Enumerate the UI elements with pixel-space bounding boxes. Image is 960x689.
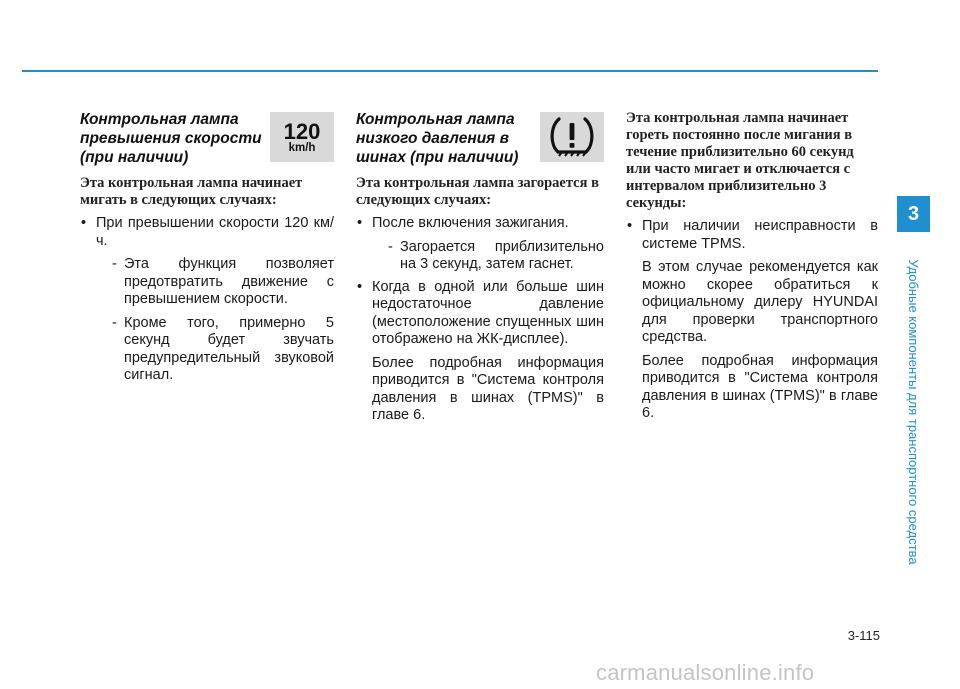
chapter-tab: 3 [897, 196, 930, 232]
watermark: carmanualsonline.info [596, 660, 815, 685]
list-item [356, 215, 604, 274]
sub-item: - Загорается приблизительно на 3 секунд, затем гаснет. [372, 239, 604, 274]
sub-item: - Кроме того, примерно 5 секунд будет звучать предупредительный звуковой сигнал. [96, 315, 334, 385]
tpms-malfunction-section [626, 110, 878, 423]
section-intro: Эта контрольная лампа начинает гореть постоянно после мигания в течение приблизительно 60 секунд или часто мигает и отключается с интервалом приблизительно 3 секунды: [626, 110, 854, 211]
list-item [626, 218, 878, 253]
sub-item: - Эта функция позволяет предотвратить движение с превышением скорости. [96, 256, 334, 309]
list-item-text: Когда в одной или больше шин недостаточное давление (местоположение спущенных шин отображено на ЖК-дисплее). [372, 278, 604, 347]
reference-paragraph: Более подробная информация приводится в "Система контроля давления в шинах (TPMS)" в главе 6. [642, 352, 878, 421]
speed-warning-section [80, 110, 334, 390]
list-item-text: При наличии неисправности в системе TPMS. [642, 218, 878, 252]
speed-icon-unit: km/h [288, 141, 316, 154]
chapter-title-vertical: Удобные компоненты для транспортного средства [906, 259, 921, 565]
section-intro: Эта контрольная лампа загорается в следующих случаях: [356, 175, 599, 208]
list-item [356, 279, 604, 349]
bullet-list [356, 215, 604, 349]
section-intro: Эта контрольная лампа начинает мигать в следующих случаях: [80, 175, 303, 208]
section-header [80, 110, 334, 167]
dealer-paragraph: В этом случае рекомендуется как можно скорее обратиться к официальному дилеру HYUNDAI для проверки транспортного средства. [642, 259, 878, 345]
bullet-list [626, 218, 878, 253]
section-header [356, 110, 604, 167]
list-item-text: При превышении скорости 120 км/ч. [96, 215, 334, 249]
tire-pressure-warning-icon-graphic [547, 115, 597, 159]
reference-paragraph: Более подробная информация приводится в "Система контроля давления в шинах (TPMS)" в главе 6. [372, 354, 604, 423]
speed-120-icon [270, 112, 334, 162]
tire-pressure-warning-icon [540, 112, 604, 162]
list-item [80, 215, 334, 385]
list-item-text: После включения зажигания. [372, 215, 569, 231]
section-heading: Контрольная лампа превышения скорости (при наличии) [80, 111, 262, 166]
bullet-list [80, 215, 334, 385]
speed-icon-number: 120 [283, 118, 321, 144]
tire-pressure-section [356, 110, 604, 425]
section-heading: Контрольная лампа низкого давления в шинах (при наличии) [356, 111, 519, 166]
top-rule [22, 70, 878, 72]
page-number: 3-115 [847, 628, 880, 643]
